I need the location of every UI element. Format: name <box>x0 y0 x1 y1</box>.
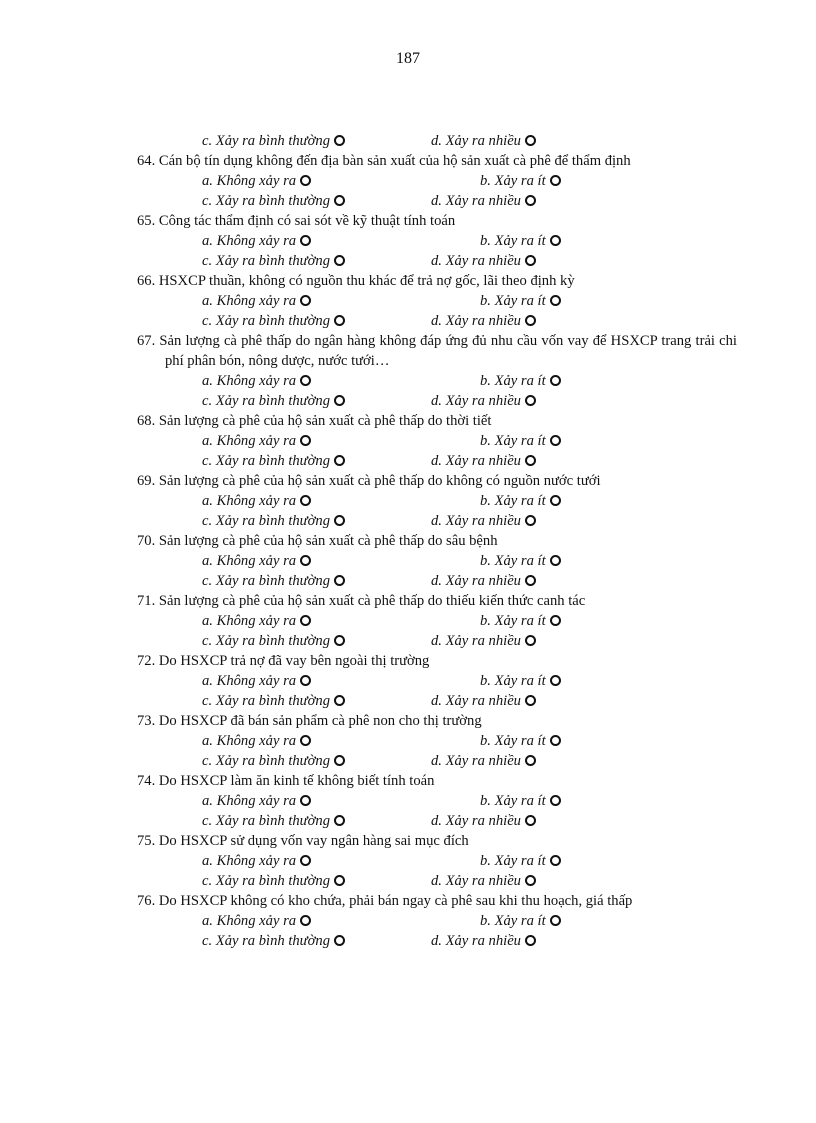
radio-icon[interactable] <box>334 815 345 826</box>
options-row-ab <box>137 851 737 871</box>
option-a[interactable] <box>202 371 311 391</box>
option-a-label: a. Không xảy ra <box>202 173 297 189</box>
question-text: 72. Do HSXCP trả nợ đã vay bên ngoài thị trường <box>137 653 430 669</box>
option-d-label: d. Xảy ra nhiều <box>431 753 521 769</box>
radio-icon[interactable] <box>550 555 561 566</box>
option-c-label: c. Xảy ra bình thường <box>202 513 331 529</box>
option-c-label: c. Xảy ra bình thường <box>202 693 331 709</box>
radio-icon[interactable] <box>334 135 345 146</box>
option-c-label: c. Xảy ra bình thường <box>202 813 331 829</box>
radio-icon[interactable] <box>550 175 561 186</box>
option-a-label: a. Không xảy ra <box>202 233 297 249</box>
option-b-label: b. Xảy ra ít <box>480 173 546 189</box>
option-b[interactable] <box>480 911 561 931</box>
question-text: 66. HSXCP thuần, không có nguồn thu khác để trả nợ gốc, lãi theo định kỳ <box>137 273 575 289</box>
radio-icon[interactable] <box>334 755 345 766</box>
radio-icon[interactable] <box>525 635 536 646</box>
options-row-ab <box>137 911 737 931</box>
question-list <box>137 151 737 951</box>
option-d[interactable] <box>431 571 536 591</box>
option-c-label: c. Xảy ra bình thường <box>202 573 331 589</box>
option-d[interactable] <box>431 311 536 331</box>
option-a-label: a. Không xảy ra <box>202 613 297 629</box>
radio-icon[interactable] <box>300 795 311 806</box>
question-text: 71. Sản lượng cà phê của hộ sản xuất cà phê thấp do thiếu kiến thức canh tác <box>137 593 586 609</box>
options-row-ab <box>137 791 737 811</box>
option-b[interactable] <box>480 791 561 811</box>
options-row-cd <box>137 191 737 211</box>
radio-icon[interactable] <box>334 395 345 406</box>
options-row-cd <box>137 751 737 771</box>
options-row-cd <box>137 131 737 151</box>
radio-icon[interactable] <box>525 315 536 326</box>
radio-icon[interactable] <box>300 915 311 926</box>
options-row-cd <box>137 251 737 271</box>
question-text: 69. Sản lượng cà phê của hộ sản xuất cà phê thấp do không có nguồn nước tưới <box>137 473 601 489</box>
options-row-cd <box>137 811 737 831</box>
radio-icon[interactable] <box>525 695 536 706</box>
question-text: 75. Do HSXCP sử dụng vốn vay ngân hàng sai mục đích <box>137 833 469 849</box>
option-b[interactable] <box>480 431 561 451</box>
option-b-label: b. Xảy ra ít <box>480 293 546 309</box>
option-a[interactable] <box>202 611 311 631</box>
option-b-label: b. Xảy ra ít <box>480 433 546 449</box>
option-c[interactable] <box>202 811 345 831</box>
option-c[interactable] <box>202 251 345 271</box>
option-a[interactable] <box>202 231 311 251</box>
option-b-label: b. Xảy ra ít <box>480 373 546 389</box>
option-b[interactable] <box>480 371 561 391</box>
radio-icon[interactable] <box>300 615 311 626</box>
radio-icon[interactable] <box>525 575 536 586</box>
question-text: 65. Công tác thẩm định có sai sót về kỹ thuật tính toán <box>137 213 456 229</box>
option-d-label: d. Xảy ra nhiều <box>431 573 521 589</box>
radio-icon[interactable] <box>550 615 561 626</box>
radio-icon[interactable] <box>525 455 536 466</box>
option-c-label: c. Xảy ra bình thường <box>202 253 331 269</box>
question-text: 70. Sản lượng cà phê của hộ sản xuất cà phê thấp do sâu bệnh <box>137 533 498 549</box>
option-d[interactable] <box>431 131 536 151</box>
options-row-ab <box>137 551 737 571</box>
option-d[interactable] <box>431 451 536 471</box>
radio-icon[interactable] <box>550 675 561 686</box>
radio-icon[interactable] <box>334 515 345 526</box>
option-c[interactable] <box>202 871 345 891</box>
radio-icon[interactable] <box>300 555 311 566</box>
question-text: 76. Do HSXCP không có kho chứa, phải bán ngay cà phê sau khi thu hoạch, giá thấp <box>137 893 633 909</box>
option-d-label: d. Xảy ra nhiều <box>431 513 521 529</box>
questionnaire <box>137 131 737 951</box>
radio-icon[interactable] <box>300 735 311 746</box>
options-row-cd <box>137 511 737 531</box>
radio-icon[interactable] <box>550 915 561 926</box>
radio-icon[interactable] <box>525 195 536 206</box>
options-row-ab <box>137 231 737 251</box>
option-a[interactable] <box>202 731 311 751</box>
radio-icon[interactable] <box>525 135 536 146</box>
options-row-ab <box>137 611 737 631</box>
option-c[interactable] <box>202 391 345 411</box>
options-row-cd <box>137 451 737 471</box>
option-d[interactable] <box>431 751 536 771</box>
option-c-label: c. Xảy ra bình thường <box>202 453 331 469</box>
option-d[interactable] <box>431 391 536 411</box>
options-row-cd <box>137 691 737 711</box>
option-a-label: a. Không xảy ra <box>202 373 297 389</box>
options-row-cd <box>137 931 737 951</box>
option-d[interactable] <box>431 931 536 951</box>
option-d-label: d. Xảy ra nhiều <box>431 933 521 949</box>
radio-icon[interactable] <box>300 235 311 246</box>
option-d-label: d. Xảy ra nhiều <box>431 453 521 469</box>
option-a[interactable] <box>202 911 311 931</box>
option-a-label: a. Không xảy ra <box>202 433 297 449</box>
options-row-cd <box>137 871 737 891</box>
option-a[interactable] <box>202 851 311 871</box>
option-b[interactable] <box>480 231 561 251</box>
option-a[interactable] <box>202 291 311 311</box>
option-b[interactable] <box>480 851 561 871</box>
option-d-label: d. Xảy ra nhiều <box>431 693 521 709</box>
option-b-label: b. Xảy ra ít <box>480 493 546 509</box>
option-c[interactable] <box>202 131 345 151</box>
option-c-label: c. Xảy ra bình thường <box>202 873 331 889</box>
radio-icon[interactable] <box>300 675 311 686</box>
option-c[interactable] <box>202 691 345 711</box>
option-a-label: a. Không xảy ra <box>202 853 297 869</box>
option-c-label: c. Xảy ra bình thường <box>202 753 331 769</box>
radio-icon[interactable] <box>334 255 345 266</box>
option-c[interactable] <box>202 311 345 331</box>
radio-icon[interactable] <box>334 875 345 886</box>
option-a[interactable] <box>202 791 311 811</box>
radio-icon[interactable] <box>550 435 561 446</box>
option-b[interactable] <box>480 551 561 571</box>
radio-icon[interactable] <box>300 375 311 386</box>
option-b-label: b. Xảy ra ít <box>480 733 546 749</box>
radio-icon[interactable] <box>550 735 561 746</box>
option-d-label: d. Xảy ra nhiều <box>431 133 521 149</box>
option-b[interactable] <box>480 731 561 751</box>
page-number: 187 <box>396 50 420 67</box>
option-b[interactable] <box>480 491 561 511</box>
option-b-label: b. Xảy ra ít <box>480 673 546 689</box>
radio-icon[interactable] <box>525 255 536 266</box>
option-b[interactable] <box>480 171 561 191</box>
radio-icon[interactable] <box>550 375 561 386</box>
option-d-label: d. Xảy ra nhiều <box>431 873 521 889</box>
options-row-ab <box>137 491 737 511</box>
radio-icon[interactable] <box>334 935 345 946</box>
radio-icon[interactable] <box>300 435 311 446</box>
option-b-label: b. Xảy ra ít <box>480 853 546 869</box>
radio-icon[interactable] <box>300 175 311 186</box>
radio-icon[interactable] <box>525 515 536 526</box>
question-text: 73. Do HSXCP đã bán sản phẩm cà phê non cho thị trường <box>137 713 482 729</box>
radio-icon[interactable] <box>334 195 345 206</box>
radio-icon[interactable] <box>334 315 345 326</box>
radio-icon[interactable] <box>300 495 311 506</box>
question-text: 74. Do HSXCP làm ăn kinh tế không biết tính toán <box>137 773 435 789</box>
option-d[interactable] <box>431 251 536 271</box>
option-a[interactable] <box>202 431 311 451</box>
radio-icon[interactable] <box>525 875 536 886</box>
option-c[interactable] <box>202 571 345 591</box>
option-c-label: c. Xảy ra bình thường <box>202 313 331 329</box>
option-b[interactable] <box>480 671 561 691</box>
option-d[interactable] <box>431 691 536 711</box>
question-text: 68. Sản lượng cà phê của hộ sản xuất cà phê thấp do thời tiết <box>137 413 492 429</box>
radio-icon[interactable] <box>550 295 561 306</box>
radio-icon[interactable] <box>550 795 561 806</box>
option-c[interactable] <box>202 511 345 531</box>
option-a-label: a. Không xảy ra <box>202 913 297 929</box>
option-c[interactable] <box>202 191 345 211</box>
radio-icon[interactable] <box>550 495 561 506</box>
option-c-label: c. Xảy ra bình thường <box>202 393 331 409</box>
radio-icon[interactable] <box>300 295 311 306</box>
option-a[interactable] <box>202 491 311 511</box>
option-b[interactable] <box>480 611 561 631</box>
option-a[interactable] <box>202 671 311 691</box>
radio-icon[interactable] <box>300 855 311 866</box>
option-d[interactable] <box>431 811 536 831</box>
option-d[interactable] <box>431 631 536 651</box>
radio-icon[interactable] <box>334 455 345 466</box>
radio-icon[interactable] <box>334 695 345 706</box>
option-d[interactable] <box>431 191 536 211</box>
option-b-label: b. Xảy ra ít <box>480 233 546 249</box>
option-d[interactable] <box>431 871 536 891</box>
radio-icon[interactable] <box>525 755 536 766</box>
options-row-cd <box>137 391 737 411</box>
options-row-ab <box>137 731 737 751</box>
options-row-ab <box>137 291 737 311</box>
option-c-label: c. Xảy ra bình thường <box>202 633 331 649</box>
options-row-ab <box>137 671 737 691</box>
option-a-label: a. Không xảy ra <box>202 293 297 309</box>
option-c[interactable] <box>202 451 345 471</box>
radio-icon[interactable] <box>550 855 561 866</box>
radio-icon[interactable] <box>525 935 536 946</box>
radio-icon[interactable] <box>525 395 536 406</box>
option-c-label: c. Xảy ra bình thường <box>202 933 331 949</box>
radio-icon[interactable] <box>334 635 345 646</box>
option-a-label: a. Không xảy ra <box>202 673 297 689</box>
option-b-label: b. Xảy ra ít <box>480 793 546 809</box>
radio-icon[interactable] <box>334 575 345 586</box>
option-c[interactable] <box>202 751 345 771</box>
question-text: 67. Sản lượng cà phê thấp do ngân hàng không đáp ứng đủ nhu cầu vốn vay để HSXCP trang trải chi phí phân bón, nông dược, nước tưới… <box>137 333 737 369</box>
option-d-label: d. Xảy ra nhiều <box>431 813 521 829</box>
options-row-cd <box>137 311 737 331</box>
option-a-label: a. Không xảy ra <box>202 793 297 809</box>
option-d-label: d. Xảy ra nhiều <box>431 313 521 329</box>
option-d[interactable] <box>431 511 536 531</box>
options-row-cd <box>137 571 737 591</box>
option-d-label: d. Xảy ra nhiều <box>431 393 521 409</box>
question-text: 64. Cán bộ tín dụng không đến địa bàn sản xuất của hộ sản xuất cà phê để thẩm định <box>137 153 631 169</box>
option-c-label: c. Xảy ra bình thường <box>202 133 331 149</box>
option-a-label: a. Không xảy ra <box>202 733 297 749</box>
options-row-ab <box>137 371 737 391</box>
option-a[interactable] <box>202 551 311 571</box>
option-d-label: d. Xảy ra nhiều <box>431 633 521 649</box>
option-a-label: a. Không xảy ra <box>202 493 297 509</box>
radio-icon[interactable] <box>550 235 561 246</box>
option-c[interactable] <box>202 931 345 951</box>
radio-icon[interactable] <box>525 815 536 826</box>
options-row-ab <box>137 171 737 191</box>
option-c[interactable] <box>202 631 345 651</box>
options-row-cd <box>137 631 737 651</box>
options-row-ab <box>137 431 737 451</box>
option-b-label: b. Xảy ra ít <box>480 613 546 629</box>
option-b-label: b. Xảy ra ít <box>480 913 546 929</box>
option-a[interactable] <box>202 171 311 191</box>
option-c-label: c. Xảy ra bình thường <box>202 193 331 209</box>
option-d-label: d. Xảy ra nhiều <box>431 193 521 209</box>
option-b-label: b. Xảy ra ít <box>480 553 546 569</box>
option-b[interactable] <box>480 291 561 311</box>
option-a-label: a. Không xảy ra <box>202 553 297 569</box>
option-d-label: d. Xảy ra nhiều <box>431 253 521 269</box>
